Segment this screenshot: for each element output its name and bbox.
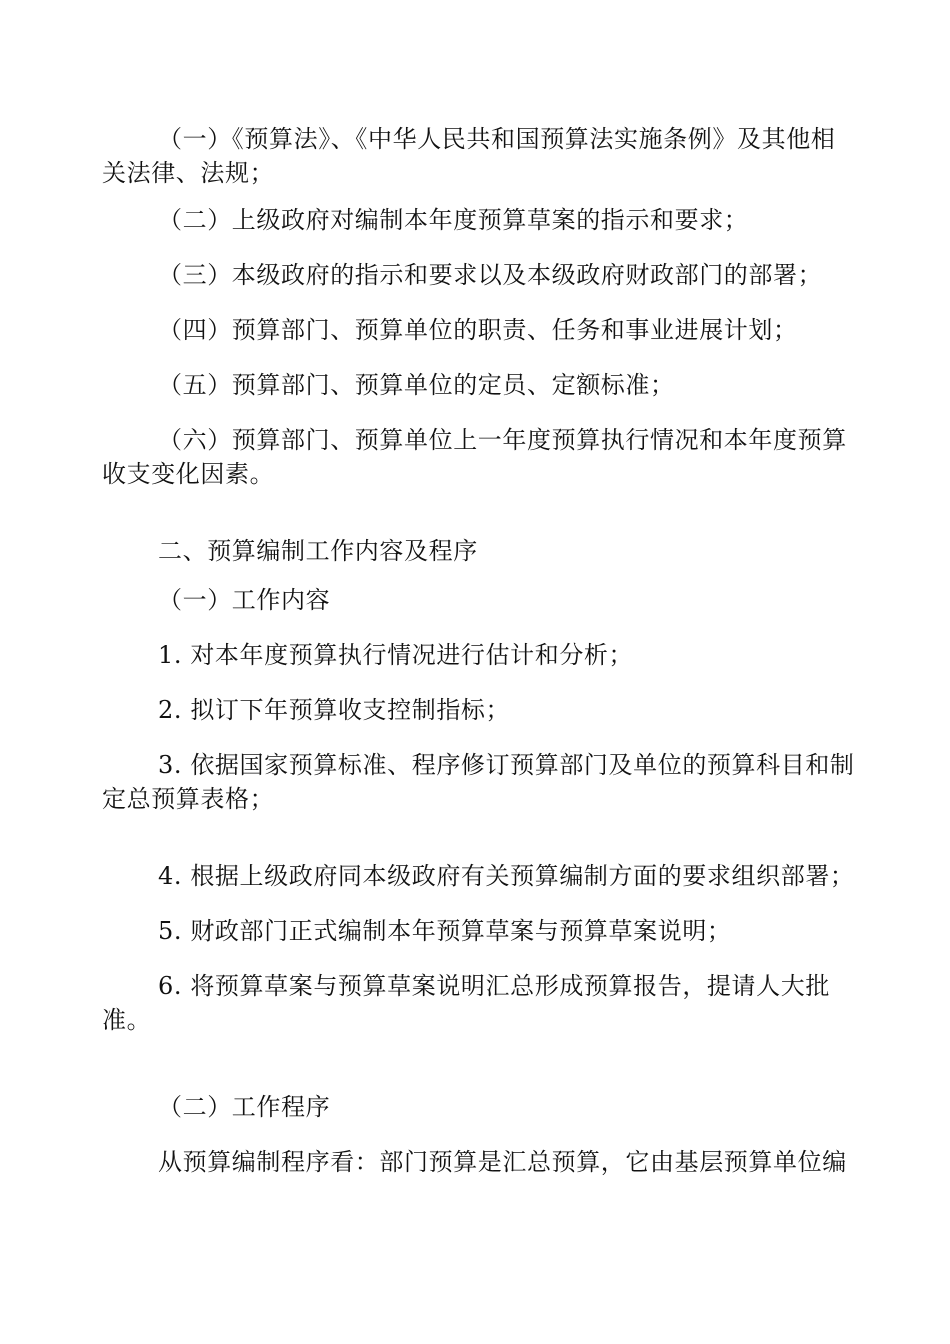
paragraph-procedure: 从预算编制程序看：部门预算是汇总预算，它由基层预算单位编: [158, 1148, 847, 1176]
list-item-5: 5. 财政部门正式编制本年预算草案与预算草案说明；: [158, 917, 732, 945]
subsection-heading-work-procedure: （二）工作程序: [158, 1093, 331, 1121]
paragraph-basis-4: （四）预算部门、预算单位的职责、任务和事业进展计划；: [158, 316, 798, 344]
paragraph-basis-3: （三）本级政府的指示和要求以及本级政府财政部门的部署；: [158, 261, 823, 289]
paragraph-basis-2: （二）上级政府对编制本年度预算草案的指示和要求；: [158, 206, 749, 234]
list-item-4: 4. 根据上级政府同本级政府有关预算编制方面的要求组织部署；: [158, 862, 855, 890]
paragraph-basis-1: （一）《预算法》、《中华人民共和国预算法实施条例》及其他相关法律、法规；: [102, 125, 836, 187]
list-item-1: 1. 对本年度预算执行情况进行估计和分析；: [158, 641, 634, 669]
list-item-6: 6. 将预算草案与预算草案说明汇总形成预算报告，提请人大批准。: [102, 972, 830, 1034]
paragraph-basis-5: （五）预算部门、预算单位的定员、定额标准；: [158, 371, 675, 399]
paragraph-basis-6: （六）预算部门、预算单位上一年度预算执行情况和本年度预算收支变化因素。: [102, 426, 847, 488]
section-heading: 二、预算编制工作内容及程序: [158, 537, 478, 565]
list-item-3: 3. 依据国家预算标准、程序修订预算部门及单位的预算科目和制定总预算表格；: [102, 751, 855, 813]
list-item-2: 2. 拟订下年预算收支控制指标；: [158, 696, 511, 724]
subsection-heading-work-content: （一）工作内容: [158, 586, 331, 614]
